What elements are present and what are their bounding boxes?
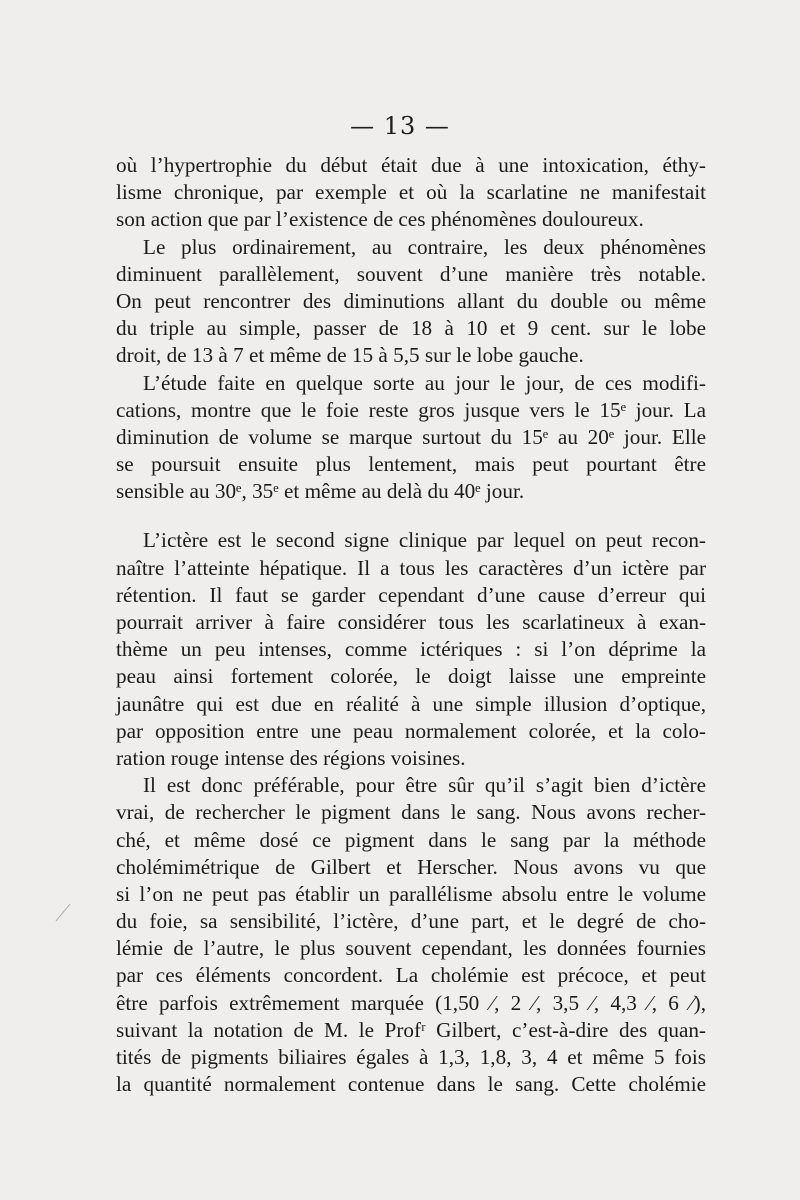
page-number: — 13 — <box>350 112 450 140</box>
text-line: vrai, de rechercher le pigment dans le sang. Nous avons recher- <box>116 800 706 825</box>
text-line: ration rouge intense des régions voisines. <box>116 745 466 770</box>
paragraph-5 <box>116 772 706 1098</box>
paragraph-gap <box>116 505 706 527</box>
text-line: droit, de 13 à 7 et même de 15 à 5,5 sur le lobe gauche. <box>116 343 584 368</box>
text-line: être parfois extrêmement marquée (1,50 ⁄, 2 ⁄, 3,5 ⁄, 4,3 ⁄, 6 ⁄), <box>116 990 706 1015</box>
text-line: naître l’atteinte hépatique. Il a tous les caractères d’un ictère par <box>116 555 706 580</box>
text-line: où l’hypertrophie du début était due à une intoxication, éthy- <box>116 153 706 177</box>
text-line: jaunâtre qui est due en réalité à une simple illusion d’optique, <box>116 691 706 716</box>
paragraph-2 <box>116 234 706 370</box>
text-line: ché, et même dosé ce pigment dans le sang par la méthode <box>116 827 706 852</box>
text-line: tités de pigments biliaires égales à 1,3, 1,8, 3, 4 et même 5 fois <box>116 1045 706 1069</box>
text-line: pourrait arriver à faire considérer tous les scarlatineux à exan- <box>116 610 706 634</box>
text-line: par opposition entre une peau normalement colorée, et la colo- <box>116 718 706 743</box>
text-line: diminution de volume se marque surtout du 15ᵉ au 20ᵉ jour. Elle <box>116 424 706 449</box>
text-line: cholémimétrique de Gilbert et Herscher. Nous avons vu que <box>116 854 706 879</box>
text-line: L’ictère est le second signe clinique par lequel on peut recon- <box>143 528 706 553</box>
text-line: diminuent parallèlement, souvent d’une manière très notable. <box>116 261 706 286</box>
text-line: suivant la notation de M. le Profʳ Gilbert, c’est-à-dire des quan- <box>116 1017 706 1042</box>
text-line: rétention. Il faut se garder cependant d’une cause d’erreur qui <box>116 582 706 607</box>
text-line: Il est donc préférable, pour être sûr qu’il s’agit bien d’ictère <box>143 773 706 798</box>
text-line: On peut rencontrer des diminutions allant du double ou même <box>116 288 706 313</box>
body-text <box>116 152 706 1098</box>
paragraph-1 <box>116 152 706 234</box>
margin-pencil-mark <box>56 904 71 921</box>
paragraph-4 <box>116 527 706 772</box>
text-line: du foie, sa sensibilité, l’ictère, d’une part, et le degré de cho- <box>116 909 706 934</box>
text-line: Le plus ordinairement, au contraire, les deux phénomènes <box>143 234 706 259</box>
text-line: par ces éléments concordent. La cholémie est précoce, et peut <box>116 963 706 988</box>
text-line: sensible au 30ᵉ, 35ᵉ et même au delà du 40ᵉ jour. <box>116 479 525 504</box>
text-line: son action que par l’existence de ces phénomènes douloureux. <box>116 207 644 232</box>
text-line: lisme chronique, par exemple et où la scarlatine ne manifestait <box>116 180 706 205</box>
text-line: thème un peu intenses, comme ictériques : si l’on déprime la <box>116 637 706 662</box>
text-line: peau ainsi fortement colorée, le doigt laisse une empreinte <box>116 664 706 689</box>
text-line: se poursuit ensuite plus lentement, mais peut pourtant être <box>116 452 706 477</box>
text-line: cations, montre que le foie reste gros jusque vers le 15ᵉ jour. La <box>116 397 706 422</box>
text-line: du triple au simple, passer de 18 à 10 et 9 cent. sur le lobe <box>116 316 706 341</box>
text-line: si l’on ne peut pas établir un parallélisme absolu entre le volume <box>116 881 706 906</box>
text-line: L’étude faite en quelque sorte au jour le jour, de ces modifi- <box>143 370 706 395</box>
text-line: la quantité normalement contenue dans le sang. Cette cholémie <box>116 1072 706 1097</box>
paragraph-3 <box>116 370 706 506</box>
text-line: lémie de l’autre, le plus souvent cependant, les données fournies <box>116 936 706 961</box>
